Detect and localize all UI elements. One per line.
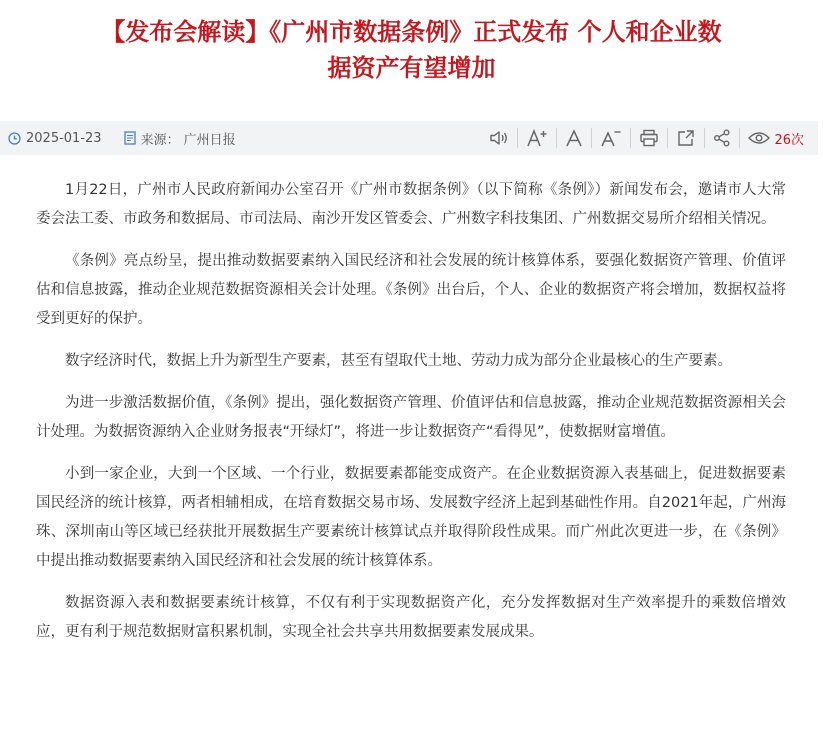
font-decrease-button[interactable] [592, 121, 630, 155]
font-default-button[interactable] [557, 121, 591, 155]
paragraph: 《条例》亮点纷呈，提出推动数据要素纳入国民经济和社会发展的统计核算体系，要强化数据资产管理、价值评估和信息披露，推动企业规范数据资源相关会计处理。《条例》出台后，个人、企业的数据资产将会增加，数据权益将受到更好的保护。 [36, 253, 786, 327]
paragraph: 数字经济时代，数据上升为新型生产要素，甚至有望取代土地、劳动力成为部分企业最核心的生产要素。 [65, 353, 732, 369]
document-icon [124, 131, 136, 145]
paragraph: 1月22日，广州市人民政府新闻办公室召开《广州市数据条例》（以下简称《条例》）新闻发布会，邀请市人大常委会法工委、市政务和数据局、市司法局、南沙开发区管委会、广州数字科技集团、广州数据交易所介绍相关情况。 [36, 182, 786, 227]
article-title [0, 14, 823, 86]
paragraph: 为进一步激活数据价值，《条例》提出，强化数据资产管理、价值评估和信息披露，推动企业规范数据资源相关会计处理。为数据资源纳入企业财务报表“开绿灯”，将进一步让数据资产“看得见”，使数据财富增值。 [36, 395, 786, 440]
print-button[interactable] [631, 121, 667, 155]
clock-icon [8, 132, 21, 145]
source-name: 广州日报 [183, 132, 236, 148]
publish-date [8, 131, 102, 146]
view-count-text: 26次 [774, 132, 804, 148]
date-text: 2025-01-23 [26, 130, 102, 146]
title-line-1: 【发布会解读】《广州市数据条例》正式发布 个人和企业数 [101, 18, 722, 46]
font-default-icon [565, 128, 583, 148]
speaker-icon [489, 129, 509, 147]
eye-icon [748, 131, 770, 145]
paragraph: 数据资源入表和数据要素统计核算，不仅有利于实现数据资产化，充分发挥数据对生产效率提升的乘数倍增效应，更有利于规范数据财富积累机制，实现全社会共享共用数据要素发展成果。 [36, 595, 786, 640]
share-icon [713, 129, 731, 147]
article-body [36, 176, 786, 660]
article-meta-bar [0, 121, 818, 155]
read-aloud-button[interactable] [481, 121, 517, 155]
title-line-2: 据资产有望增加 [327, 54, 496, 82]
share-box-icon [676, 129, 696, 147]
share-button[interactable] [705, 121, 739, 155]
share-box-button[interactable] [668, 121, 704, 155]
font-decrease-icon [600, 128, 622, 148]
view-count [740, 121, 812, 155]
paragraph: 小到一家企业，大到一个区域、一个行业，数据要素都能变成资产。在企业数据资源入表基础上，促进数据要素国民经济的统计核算，两者相辅相成，在培育数据交易市场、发展数字经济上起到基础性作用。自2021年起，广州海珠、深圳南山等区域已经获批开展数据生产要素统计核算试点并取得阶段性成果。而广州此次更进一步，在《条例》中提出推动数据要素纳入国民经济和社会发展的统计核算体系。 [36, 466, 786, 569]
source-label: 来源： [140, 132, 180, 148]
print-icon [639, 129, 659, 147]
font-increase-button[interactable] [518, 121, 556, 155]
font-increase-icon [526, 128, 548, 148]
article-source [124, 129, 236, 148]
